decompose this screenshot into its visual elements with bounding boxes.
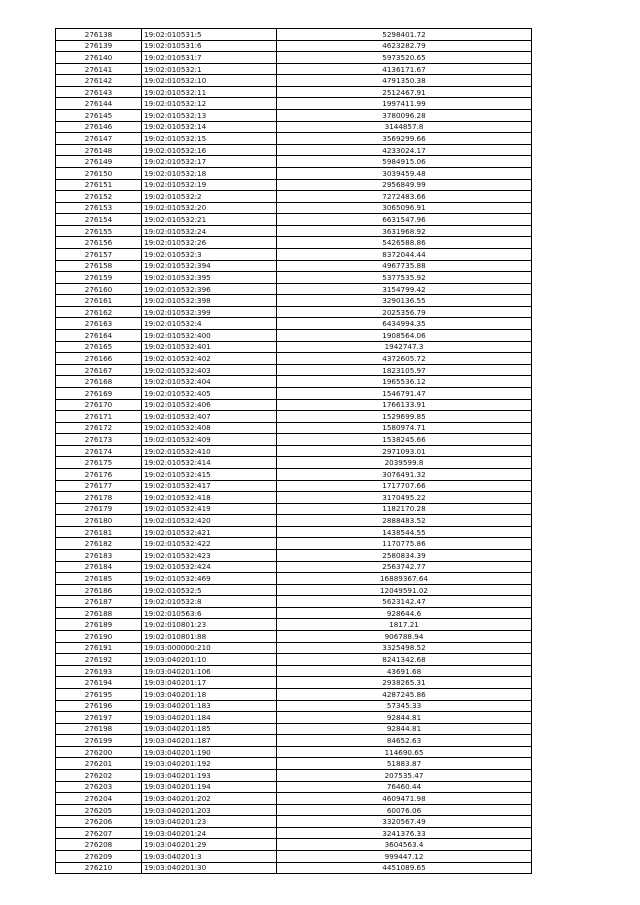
cadastral-number-cell: 19:03:040201:187 [142, 735, 277, 747]
cadastral-number-cell: 19:03:040201:24 [142, 827, 277, 839]
table-row [56, 573, 532, 585]
value-cell: 114690.65 [277, 746, 532, 758]
row-number-cell: 276171 [56, 411, 142, 423]
cadastral-number-cell: 19:03:040201:185 [142, 723, 277, 735]
row-number-cell: 276170 [56, 399, 142, 411]
cadastral-number-cell: 19:02:010532:11 [142, 86, 277, 98]
table-row [56, 40, 532, 52]
cadastral-number-cell: 19:02:010532:418 [142, 492, 277, 504]
row-number-cell: 276173 [56, 434, 142, 446]
cadastral-number-cell: 19:03:040201:203 [142, 804, 277, 816]
cadastral-number-cell: 19:02:010532:420 [142, 515, 277, 527]
cadastral-number-cell: 19:02:010532:417 [142, 480, 277, 492]
row-number-cell: 276160 [56, 283, 142, 295]
value-cell: 906788.94 [277, 631, 532, 643]
value-cell: 5298401.72 [277, 29, 532, 41]
cadastral-number-cell: 19:02:010532:24 [142, 225, 277, 237]
row-number-cell: 276195 [56, 688, 142, 700]
table-row [56, 457, 532, 469]
value-cell: 207535.47 [277, 770, 532, 782]
cadastral-number-cell: 19:02:010532:395 [142, 272, 277, 284]
cadastral-number-cell: 19:02:010532:403 [142, 364, 277, 376]
table-row [56, 341, 532, 353]
table-row [56, 654, 532, 666]
row-number-cell: 276194 [56, 677, 142, 689]
cadastral-number-cell: 19:03:040201:202 [142, 793, 277, 805]
cadastral-number-cell: 19:02:010532:410 [142, 445, 277, 457]
row-number-cell: 276179 [56, 503, 142, 515]
value-cell: 92844.81 [277, 712, 532, 724]
value-cell: 6631547.96 [277, 214, 532, 226]
value-cell: 3604563.4 [277, 839, 532, 851]
value-cell: 4451089.65 [277, 862, 532, 874]
table-row [56, 214, 532, 226]
row-number-cell: 276164 [56, 330, 142, 342]
table-row [56, 434, 532, 446]
table-row [56, 179, 532, 191]
row-number-cell: 276152 [56, 191, 142, 203]
value-cell: 2025356.79 [277, 306, 532, 318]
value-cell: 3170495.22 [277, 492, 532, 504]
table-row [56, 862, 532, 874]
value-cell: 2563742.77 [277, 561, 532, 573]
table-row [56, 631, 532, 643]
cadastral-number-cell: 19:02:010532:407 [142, 411, 277, 423]
cadastral-number-cell: 19:02:010532:402 [142, 353, 277, 365]
cadastral-number-cell: 19:03:040201:106 [142, 665, 277, 677]
table-row [56, 376, 532, 388]
value-cell: 5426588.86 [277, 237, 532, 249]
cadastral-number-cell: 19:02:010532:18 [142, 167, 277, 179]
row-number-cell: 276203 [56, 781, 142, 793]
value-cell: 4233024.17 [277, 144, 532, 156]
row-number-cell: 276145 [56, 110, 142, 122]
table-row [56, 411, 532, 423]
table-row [56, 700, 532, 712]
table-row [56, 260, 532, 272]
value-cell: 3325498.52 [277, 642, 532, 654]
table-row [56, 202, 532, 214]
value-cell: 1438544.55 [277, 526, 532, 538]
cadastral-number-cell: 19:02:010532:401 [142, 341, 277, 353]
table-row [56, 272, 532, 284]
table-row [56, 851, 532, 863]
table-row [56, 191, 532, 203]
row-number-cell: 276196 [56, 700, 142, 712]
cadastral-number-cell: 19:03:040201:10 [142, 654, 277, 666]
row-number-cell: 276182 [56, 538, 142, 550]
value-cell: 2512467.91 [277, 86, 532, 98]
table-row [56, 422, 532, 434]
table-row [56, 144, 532, 156]
table-row [56, 642, 532, 654]
cadastral-number-cell: 19:02:010532:394 [142, 260, 277, 272]
row-number-cell: 276139 [56, 40, 142, 52]
value-cell: 57345.33 [277, 700, 532, 712]
cadastral-number-cell: 19:02:010532:396 [142, 283, 277, 295]
cadastral-number-cell: 19:02:010532:14 [142, 121, 277, 133]
value-cell: 92844.81 [277, 723, 532, 735]
value-cell: 51883.87 [277, 758, 532, 770]
value-cell: 4372605.72 [277, 353, 532, 365]
cadastral-number-cell: 19:02:010532:414 [142, 457, 277, 469]
cadastral-number-cell: 19:02:010532:4 [142, 318, 277, 330]
row-number-cell: 276180 [56, 515, 142, 527]
table-row [56, 399, 532, 411]
value-cell: 60076.06 [277, 804, 532, 816]
row-number-cell: 276197 [56, 712, 142, 724]
value-cell: 1997411.99 [277, 98, 532, 110]
cadastral-number-cell: 19:02:010532:424 [142, 561, 277, 573]
value-cell: 3039459.48 [277, 167, 532, 179]
cadastral-number-cell: 19:02:010532:2 [142, 191, 277, 203]
table-row [56, 503, 532, 515]
table-row [56, 225, 532, 237]
cadastral-number-cell: 19:02:010532:5 [142, 584, 277, 596]
row-number-cell: 276143 [56, 86, 142, 98]
row-number-cell: 276138 [56, 29, 142, 41]
cadastral-number-cell: 19:03:040201:23 [142, 816, 277, 828]
cadastral-number-cell: 19:02:010532:400 [142, 330, 277, 342]
value-cell: 1170775.86 [277, 538, 532, 550]
value-cell: 1908564.06 [277, 330, 532, 342]
value-cell: 1529699.85 [277, 411, 532, 423]
cadastral-number-cell: 19:02:010532:422 [142, 538, 277, 550]
row-number-cell: 276193 [56, 665, 142, 677]
table-row [56, 827, 532, 839]
value-cell: 2039599.8 [277, 457, 532, 469]
value-cell: 43691.68 [277, 665, 532, 677]
table-row [56, 677, 532, 689]
table-row [56, 758, 532, 770]
value-cell: 1766133.91 [277, 399, 532, 411]
row-number-cell: 276168 [56, 376, 142, 388]
cadastral-number-cell: 19:02:010532:21 [142, 214, 277, 226]
row-number-cell: 276181 [56, 526, 142, 538]
table-row [56, 839, 532, 851]
cadastral-number-cell: 19:03:040201:183 [142, 700, 277, 712]
row-number-cell: 276150 [56, 167, 142, 179]
value-cell: 3569299.66 [277, 133, 532, 145]
table-row [56, 353, 532, 365]
row-number-cell: 276167 [56, 364, 142, 376]
row-number-cell: 276165 [56, 341, 142, 353]
cadastral-number-cell: 19:03:040201:190 [142, 746, 277, 758]
value-cell: 8241342.68 [277, 654, 532, 666]
row-number-cell: 276210 [56, 862, 142, 874]
row-number-cell: 276163 [56, 318, 142, 330]
cadastral-number-cell: 19:02:010532:404 [142, 376, 277, 388]
row-number-cell: 276155 [56, 225, 142, 237]
table-row [56, 561, 532, 573]
value-cell: 1182170.28 [277, 503, 532, 515]
cadastral-number-cell: 19:02:010563:6 [142, 607, 277, 619]
row-number-cell: 276192 [56, 654, 142, 666]
table-row [56, 746, 532, 758]
cadastral-number-cell: 19:02:010532:415 [142, 468, 277, 480]
row-number-cell: 276202 [56, 770, 142, 782]
row-number-cell: 276190 [56, 631, 142, 643]
table-row [56, 712, 532, 724]
row-number-cell: 276148 [56, 144, 142, 156]
table-row [56, 804, 532, 816]
value-cell: 5973520.65 [277, 52, 532, 64]
row-number-cell: 276156 [56, 237, 142, 249]
table-row [56, 133, 532, 145]
row-number-cell: 276157 [56, 248, 142, 260]
table-row [56, 110, 532, 122]
cadastral-number-cell: 19:03:000000:210 [142, 642, 277, 654]
value-cell: 1965536.12 [277, 376, 532, 388]
table-row [56, 538, 532, 550]
table-row [56, 98, 532, 110]
table-row [56, 665, 532, 677]
cadastral-number-cell: 19:03:040201:29 [142, 839, 277, 851]
row-number-cell: 276186 [56, 584, 142, 596]
row-number-cell: 276140 [56, 52, 142, 64]
table-row [56, 387, 532, 399]
row-number-cell: 276184 [56, 561, 142, 573]
table-row [56, 735, 532, 747]
table-row [56, 295, 532, 307]
table-row [56, 793, 532, 805]
row-number-cell: 276176 [56, 468, 142, 480]
table-row [56, 283, 532, 295]
value-cell: 1717707.66 [277, 480, 532, 492]
cadastral-number-cell: 19:02:010531:5 [142, 29, 277, 41]
value-cell: 3065096.91 [277, 202, 532, 214]
cadastral-number-cell: 19:02:010532:405 [142, 387, 277, 399]
table-row [56, 29, 532, 41]
value-cell: 3154799.42 [277, 283, 532, 295]
table-row [56, 480, 532, 492]
table-row [56, 584, 532, 596]
cadastral-number-cell: 19:03:040201:30 [142, 862, 277, 874]
value-cell: 1546791.47 [277, 387, 532, 399]
value-cell: 2580834.39 [277, 550, 532, 562]
table-row [56, 237, 532, 249]
value-cell: 7272483.66 [277, 191, 532, 203]
row-number-cell: 276144 [56, 98, 142, 110]
value-cell: 3631968.92 [277, 225, 532, 237]
table-row [56, 550, 532, 562]
row-number-cell: 276162 [56, 306, 142, 318]
row-number-cell: 276177 [56, 480, 142, 492]
table-row [56, 167, 532, 179]
value-cell: 1538245.66 [277, 434, 532, 446]
row-number-cell: 276199 [56, 735, 142, 747]
row-number-cell: 276153 [56, 202, 142, 214]
value-cell: 4623282.79 [277, 40, 532, 52]
row-number-cell: 276154 [56, 214, 142, 226]
row-number-cell: 276188 [56, 607, 142, 619]
row-number-cell: 276187 [56, 596, 142, 608]
cadastral-number-cell: 19:02:010532:13 [142, 110, 277, 122]
table-row [56, 492, 532, 504]
cadastral-number-cell: 19:02:010532:399 [142, 306, 277, 318]
table-row [56, 52, 532, 64]
row-number-cell: 276183 [56, 550, 142, 562]
cadastral-number-cell: 19:03:040201:184 [142, 712, 277, 724]
value-cell: 3144857.8 [277, 121, 532, 133]
row-number-cell: 276159 [56, 272, 142, 284]
row-number-cell: 276161 [56, 295, 142, 307]
row-number-cell: 276158 [56, 260, 142, 272]
table-row [56, 364, 532, 376]
cadastral-number-cell: 19:02:010801:88 [142, 631, 277, 643]
value-cell: 1823105.97 [277, 364, 532, 376]
cadastral-number-cell: 19:02:010532:8 [142, 596, 277, 608]
cadastral-number-cell: 19:02:010532:10 [142, 75, 277, 87]
cadastral-number-cell: 19:03:040201:192 [142, 758, 277, 770]
table-row [56, 607, 532, 619]
cadastral-number-cell: 19:03:040201:193 [142, 770, 277, 782]
value-cell: 3780096.28 [277, 110, 532, 122]
value-cell: 2888483.52 [277, 515, 532, 527]
row-number-cell: 276200 [56, 746, 142, 758]
table-row [56, 306, 532, 318]
value-cell: 4287245.86 [277, 688, 532, 700]
table-body [56, 29, 532, 874]
value-cell: 999447.12 [277, 851, 532, 863]
value-cell: 12049591.02 [277, 584, 532, 596]
value-cell: 3290136.55 [277, 295, 532, 307]
value-cell: 8372044.44 [277, 248, 532, 260]
cadastral-number-cell: 19:02:010532:26 [142, 237, 277, 249]
value-cell: 928644.6 [277, 607, 532, 619]
row-number-cell: 276207 [56, 827, 142, 839]
cadastral-number-cell: 19:02:010532:406 [142, 399, 277, 411]
table-row [56, 619, 532, 631]
value-cell: 2956849.99 [277, 179, 532, 191]
table-row [56, 121, 532, 133]
value-cell: 1580974.71 [277, 422, 532, 434]
table-row [56, 330, 532, 342]
row-number-cell: 276208 [56, 839, 142, 851]
cadastral-value-table [55, 28, 532, 874]
row-number-cell: 276189 [56, 619, 142, 631]
cadastral-number-cell: 19:02:010532:15 [142, 133, 277, 145]
row-number-cell: 276185 [56, 573, 142, 585]
cadastral-number-cell: 19:02:010532:469 [142, 573, 277, 585]
cadastral-number-cell: 19:02:010532:419 [142, 503, 277, 515]
table-row [56, 445, 532, 457]
cadastral-number-cell: 19:02:010532:398 [142, 295, 277, 307]
table-row [56, 86, 532, 98]
cadastral-number-cell: 19:02:010532:16 [142, 144, 277, 156]
row-number-cell: 276149 [56, 156, 142, 168]
cadastral-number-cell: 19:02:010532:12 [142, 98, 277, 110]
cadastral-number-cell: 19:02:010532:19 [142, 179, 277, 191]
table-row [56, 596, 532, 608]
cadastral-number-cell: 19:03:040201:17 [142, 677, 277, 689]
row-number-cell: 276166 [56, 353, 142, 365]
cadastral-number-cell: 19:02:010532:17 [142, 156, 277, 168]
table-row [56, 723, 532, 735]
table-row [56, 515, 532, 527]
table-row [56, 63, 532, 75]
value-cell: 1942747.3 [277, 341, 532, 353]
table-row [56, 156, 532, 168]
table-row [56, 526, 532, 538]
cadastral-number-cell: 19:03:040201:18 [142, 688, 277, 700]
value-cell: 6434994.35 [277, 318, 532, 330]
value-cell: 4791350.38 [277, 75, 532, 87]
value-cell: 1817.21 [277, 619, 532, 631]
row-number-cell: 276178 [56, 492, 142, 504]
table-row [56, 318, 532, 330]
row-number-cell: 276142 [56, 75, 142, 87]
value-cell: 2971093.01 [277, 445, 532, 457]
value-cell: 5623142.47 [277, 596, 532, 608]
row-number-cell: 276198 [56, 723, 142, 735]
table-row [56, 75, 532, 87]
row-number-cell: 276174 [56, 445, 142, 457]
row-number-cell: 276201 [56, 758, 142, 770]
row-number-cell: 276204 [56, 793, 142, 805]
row-number-cell: 276141 [56, 63, 142, 75]
value-cell: 4967735.88 [277, 260, 532, 272]
table-row [56, 468, 532, 480]
table-row [56, 688, 532, 700]
cadastral-number-cell: 19:02:010531:6 [142, 40, 277, 52]
row-number-cell: 276147 [56, 133, 142, 145]
cadastral-number-cell: 19:02:010532:1 [142, 63, 277, 75]
row-number-cell: 276146 [56, 121, 142, 133]
cadastral-number-cell: 19:02:010532:423 [142, 550, 277, 562]
value-cell: 3076491.32 [277, 468, 532, 480]
value-cell: 5377535.92 [277, 272, 532, 284]
value-cell: 76460.44 [277, 781, 532, 793]
row-number-cell: 276175 [56, 457, 142, 469]
cadastral-number-cell: 19:03:040201:3 [142, 851, 277, 863]
value-cell: 4609471.98 [277, 793, 532, 805]
value-cell: 5984915.06 [277, 156, 532, 168]
value-cell: 2938265.31 [277, 677, 532, 689]
row-number-cell: 276191 [56, 642, 142, 654]
table-row [56, 248, 532, 260]
row-number-cell: 276206 [56, 816, 142, 828]
cadastral-number-cell: 19:02:010532:421 [142, 526, 277, 538]
cadastral-number-cell: 19:02:010532:409 [142, 434, 277, 446]
table-row [56, 770, 532, 782]
row-number-cell: 276169 [56, 387, 142, 399]
table-row [56, 816, 532, 828]
value-cell: 3320567.49 [277, 816, 532, 828]
table-row [56, 781, 532, 793]
value-cell: 84652.63 [277, 735, 532, 747]
row-number-cell: 276205 [56, 804, 142, 816]
cadastral-number-cell: 19:02:010532:3 [142, 248, 277, 260]
value-cell: 16889367.64 [277, 573, 532, 585]
cadastral-number-cell: 19:02:010531:7 [142, 52, 277, 64]
row-number-cell: 276172 [56, 422, 142, 434]
value-cell: 3241376.33 [277, 827, 532, 839]
cadastral-number-cell: 19:02:010801:23 [142, 619, 277, 631]
row-number-cell: 276209 [56, 851, 142, 863]
value-cell: 4136171.67 [277, 63, 532, 75]
cadastral-number-cell: 19:03:040201:194 [142, 781, 277, 793]
cadastral-number-cell: 19:02:010532:408 [142, 422, 277, 434]
cadastral-number-cell: 19:02:010532:20 [142, 202, 277, 214]
row-number-cell: 276151 [56, 179, 142, 191]
